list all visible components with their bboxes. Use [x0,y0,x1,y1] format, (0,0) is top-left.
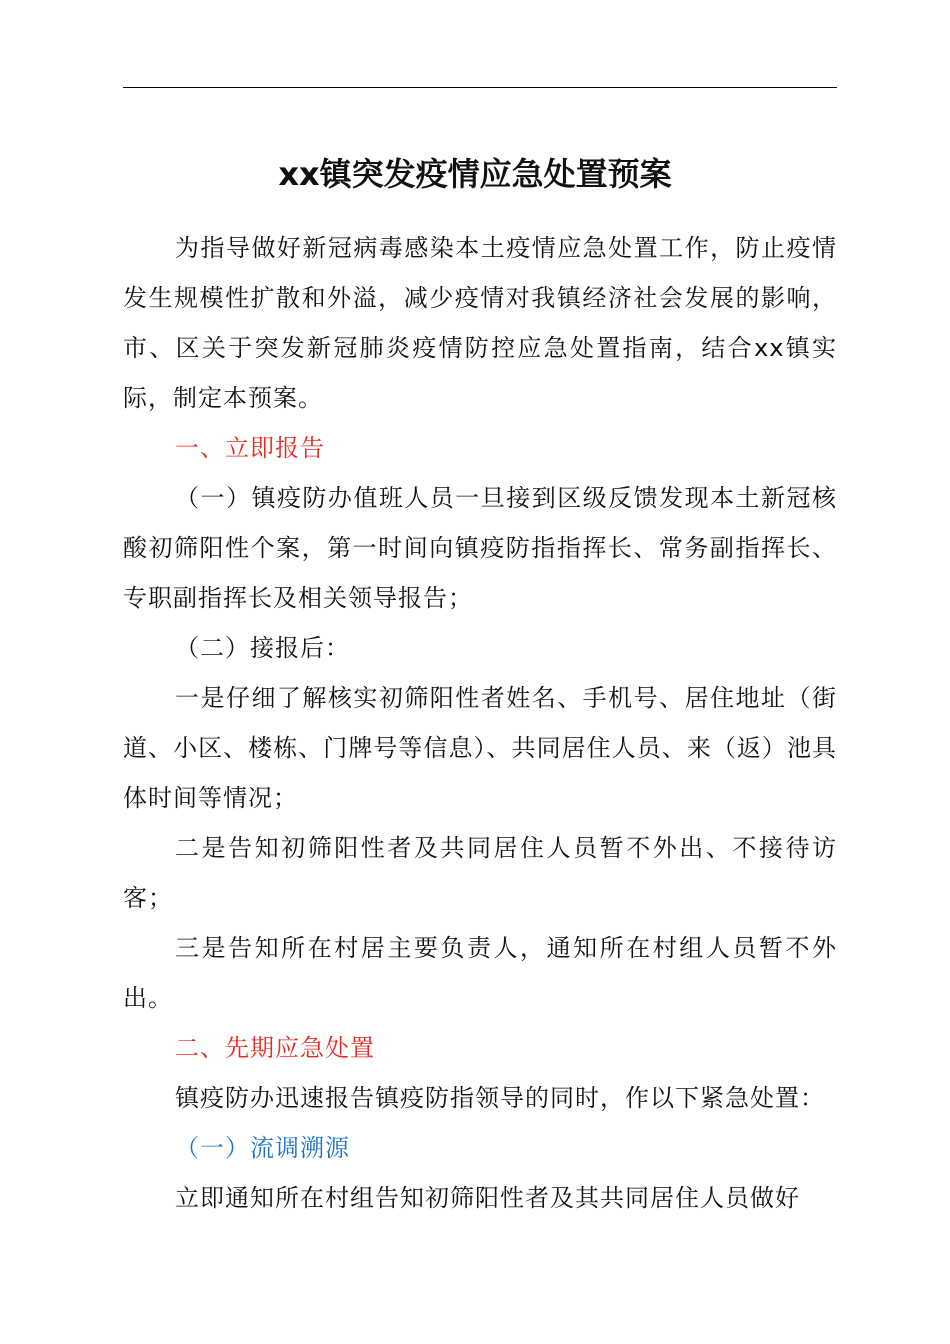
subheading-tracing: （一）流调溯源 [175,1134,350,1162]
report-point-3: 三是告知所在村居主要负责人，通知所在村组人员暂不外出。 [123,934,837,1012]
report-point-1: 一是仔细了解核实初筛阳性者姓名、手机号、居住地址（街道、小区、楼栋、门牌号等信息）、共同居住人员、来（返）池具体时间等情况； [123,684,837,812]
section-heading-emergency: 二、先期应急处置 [175,1034,375,1062]
intro-paragraph: 为指导做好新冠病毒感染本土疫情应急处置工作，防止疫情发生规模性扩散和外溢，减少疫情对我镇经济社会发展的影响，市、区关于突发新冠肺炎疫情防控应急处置指南，结合xx镇实际，制定本预案。 [123,234,837,412]
report-point-2: 二是告知初筛阳性者及共同居住人员暂不外出、不接待访客； [123,834,837,912]
document-title: xx镇突发疫情应急处置预案 [278,155,672,193]
section-heading-report: 一、立即报告 [175,434,325,462]
emergency-intro: 镇疫防办迅速报告镇疫防指领导的同时，作以下紧急处置： [175,1084,825,1112]
report-item-1: （一）镇疫防办值班人员一旦接到区级反馈发现本土新冠核酸初筛阳性个案，第一时间向镇疫防指指挥长、常务副指挥长、专职副指挥长及相关领导报告； [123,484,837,612]
tracing-text: 立即通知所在村组告知初筛阳性者及其共同居住人员做好 [175,1184,800,1212]
document-body [123,223,837,1223]
report-item-2: （二）接报后： [175,634,350,662]
header-rule [123,87,837,88]
